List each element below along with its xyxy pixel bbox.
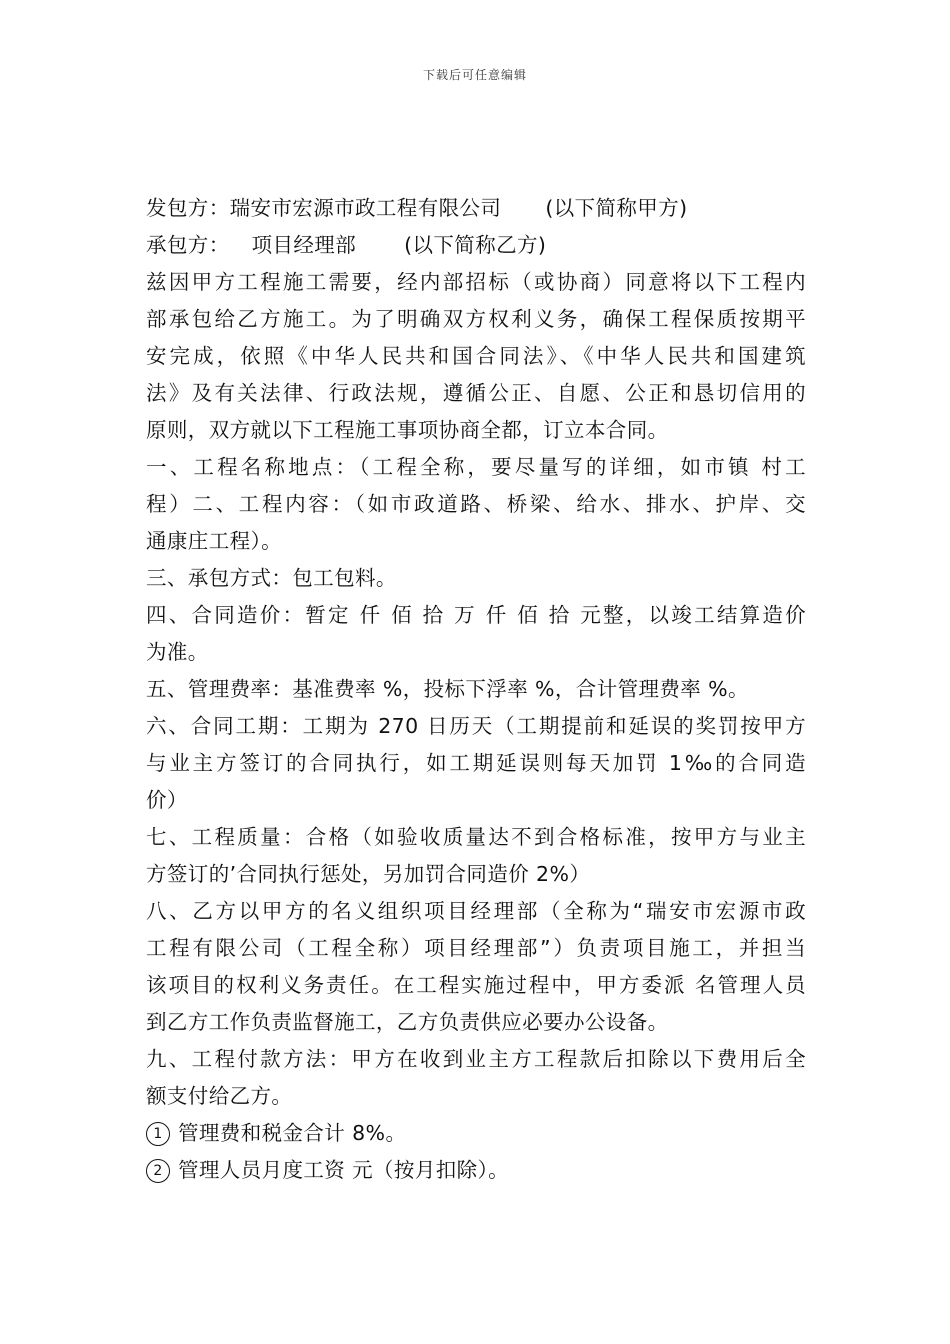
party-b-name: 项目经理部	[251, 233, 357, 257]
paragraph-line: 一、工程名称地点：（工程全称，要尽量写的详细，如市镇 村工	[146, 455, 806, 479]
paragraph-line: 五、管理费率：基准费率 %，投标下浮率 %，合计管理费率 %。	[146, 677, 749, 701]
party-a-alias: (以下简称甲方)	[545, 196, 688, 220]
paragraph-line: 兹因甲方工程施工需要，经内部招标（或协商）同意将以下工程内	[146, 270, 806, 294]
party-b-label: 承包方：	[146, 233, 230, 257]
party-b-line	[146, 227, 806, 264]
paragraph-line: 与业主方签订的合同执行，如工期延误则每天加罚 1‰的合同造	[146, 751, 806, 775]
contract-body	[146, 190, 806, 1189]
party-b-alias: (以下简称乙方)	[404, 233, 547, 257]
list-item	[146, 1152, 806, 1189]
paragraph-line: 方签订的’合同执行惩处，另加罚合同造价 2%）	[146, 862, 591, 886]
paragraph-line: 工程有限公司（工程全称）项目经理部”）负责项目施工，并担当	[146, 936, 806, 960]
paragraph-line: 九、工程付款方法：甲方在收到业主方工程款后扣除以下费用后全	[146, 1047, 806, 1071]
list-item	[146, 1115, 806, 1152]
paragraph-line: 价）	[146, 788, 188, 812]
paragraph-line: 通康庄工程）。	[146, 529, 283, 553]
paragraph-line: 该项目的权利义务责任。在工程实施过程中，甲方委派 名管理人员	[146, 973, 806, 997]
paragraph-line: 到乙方工作负责监督施工，乙方负责供应必要办公设备。	[146, 1010, 669, 1034]
paragraph-line: 七、工程质量：合格（如验收质量达不到合格标准，按甲方与业主	[146, 825, 806, 849]
paragraph-line: 程）二、工程内容：（如市政道路、桥梁、给水、排水、护岸、交	[146, 492, 806, 516]
paragraph-line: 安完成，依照《中华人民共和国合同法》、《中华人民共和国建筑	[146, 344, 806, 368]
paragraph-line: 四、合同造价：暂定 仟 佰 拾 万 仟 佰 拾 元整，以竣工结算造价	[146, 603, 806, 627]
paragraph-line: 额支付给乙方。	[146, 1084, 293, 1108]
circled-number-marker: 1	[146, 1122, 170, 1146]
header-note: 下载后可任意编辑	[422, 68, 527, 82]
circled-number-marker: 2	[146, 1159, 170, 1183]
paragraph-line: 三、承包方式：包工包料。	[146, 566, 397, 590]
party-a-label: 发包方：瑞安市宏源市政工程有限公司	[146, 196, 502, 220]
paragraph-line: 部承包给乙方施工。为了明确双方权利义务，确保工程保质按期平	[146, 307, 806, 331]
paragraph-line: 八、乙方以甲方的名义组织项目经理部（全称为“瑞安市宏源市政	[146, 899, 806, 923]
paragraph-line: 六、合同工期：工期为 270 日历天（工期提前和延误的奖罚按甲方	[146, 714, 806, 738]
paragraph-line: 为准。	[146, 640, 209, 664]
paragraph-line: 原则，双方就以下工程施工事项协商全都，订立本合同。	[146, 418, 669, 442]
party-a-line	[146, 190, 806, 227]
list-item-text: 管理费和税金合计 8%。	[178, 1121, 407, 1145]
paragraph-line: 法》及有关法律、行政法规，遵循公正、自愿、公正和恳切信用的	[146, 381, 806, 405]
list-item-text: 管理人员月度工资 元（按月扣除）。	[178, 1158, 510, 1182]
